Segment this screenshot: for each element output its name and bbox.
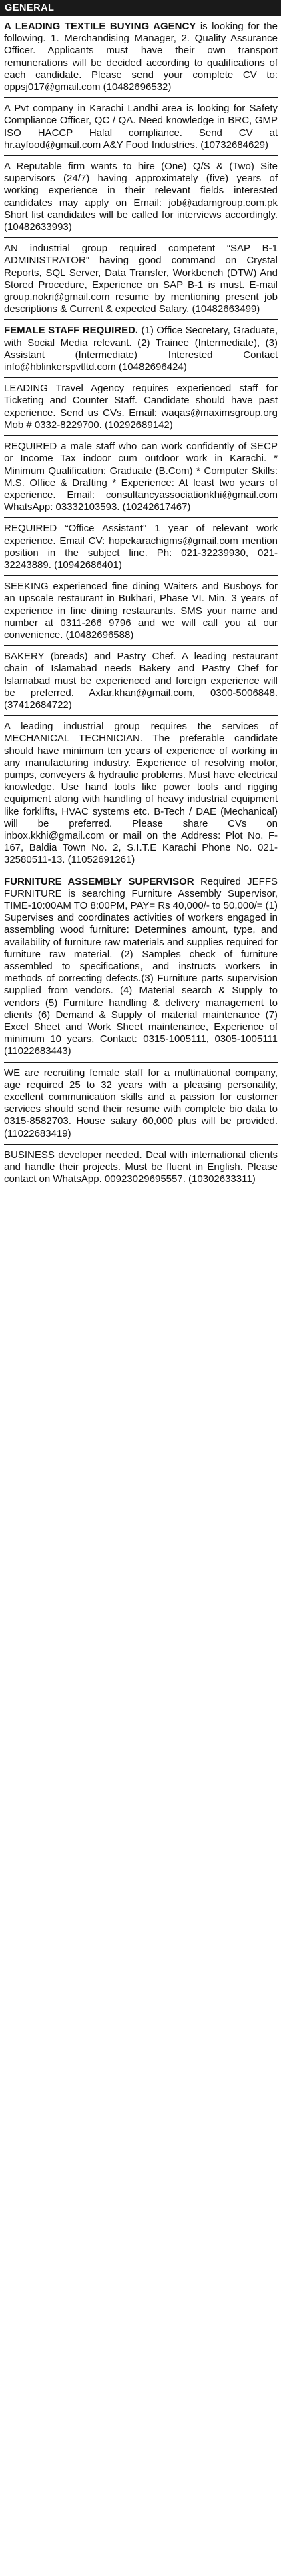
classified-ad xyxy=(4,98,278,155)
classified-ad xyxy=(4,871,278,1062)
ad-body: REQUIRED a male staff who can work confidently of SECP or Income Tax indoor cum outdoor work in Karachi. * Minimum Qualification: Graduate (B.Com) * Computer Skills: M.S. Office & Drafting * Experience: At least two years of experience. Email: consultancyassociationkhi@gmail.com WhatsApp: 03332103593. (10242617467) xyxy=(4,441,278,513)
ad-body: BAKERY (breads) and Pastry Chef. A leading restaurant chain of Islamabad needs Bakery and Pastry Chef for Islamabad must be experienced and foreign experience will be preferred. Axfar.khan@gmail.com, 0300-5006848. (37412684722) xyxy=(4,651,278,711)
classified-ad xyxy=(4,156,278,237)
ad-body: REQUIRED “Office Assistant” 1 year of relevant work experience. Email CV: hopekarachigms@gmail.com mention position in the subject line. Ph: 021-32239930, 021-32243889. (10942686401) xyxy=(4,523,278,571)
ad-body: LEADING Travel Agency requires experienced staff for Ticketing and Counter Staff. Candidate should have past experience. Send us CVs. Email: waqas@maximsgroup.org Mob # 0332-8229700. (10292689142) xyxy=(4,383,278,431)
ad-body: WE are recruiting female staff for a multinational company, age required 25 to 32 years with a pleasing personality, excellent communication skills and a passion for customer services should send their resume with complete bio data to 0315-8582703. House salary 60,000 plus will be provided. (11022683419) xyxy=(4,1067,278,1139)
ad-body: (1) Office Secretary, Graduate, with Social Media relevant. (2) Trainee (Intermediate), (3) Assistant (Intermediate) Interested Contact info@hblinkerspvtltd.com (10482696424) xyxy=(4,325,278,373)
classified-ad xyxy=(4,1063,278,1144)
classified-ad xyxy=(4,320,278,377)
section-title: GENERAL xyxy=(5,3,55,13)
classified-ad xyxy=(4,518,278,575)
classified-ad xyxy=(4,576,278,645)
classified-ad xyxy=(4,238,278,319)
classified-ad xyxy=(4,1145,278,1190)
ad-body: is looking for the following. 1. Merchandising Manager, 2. Quality Assurance Officer. Applicants must have their own transport remunerations will be decided according to qualifications of each candidate. Please send your complete CV to: oppsj017@gmail.com (10482696532) xyxy=(4,21,278,93)
ad-headline: FEMALE STAFF REQUIRED. xyxy=(4,325,139,337)
classified-ad xyxy=(4,378,278,435)
ad-body: A Pvt company in Karachi Landhi area is looking for Safety Compliance Officer, QC / QA. Need knowledge in BRC, GMP ISO HACCP Halal compliance. Send CV at hr.ayfood@gmail.com A&Y Food Industries. (10732684629) xyxy=(4,103,278,151)
ad-body: BUSINESS developer needed. Deal with international clients and handle their projects. Must be fluent in English. Please contact on WhatsApp. 00923029695557. (10302633311) xyxy=(4,1149,278,1185)
ad-headline: A LEADING TEXTILE BUYING AGENCY xyxy=(4,21,196,32)
classified-ad xyxy=(4,16,278,97)
ads-list xyxy=(4,16,278,1189)
classified-ad xyxy=(4,436,278,517)
ad-body: A leading industrial group requires the services of MECHANICAL TECHNICIAN. The preferable candidate should have minimum ten years of experience of working in any manufacturing industry. Experience of resolving motor, pumps, conveyers & hydraulic problems. Must have electrical knowledge. Use hand tools like power tools and rigging equipment along with handling of heavy industrial equipment like forklifts, HVAC systems etc. B-Tech / DAE (Mechanical) will be preferred. Please share CVs on inbox.kkhi@gmail.com or mail on the Address: Plot No. F-167, Baldia Town No. 2, S.I.T.E Karachi Phone No. 021-32580511-13. (11052691261) xyxy=(4,721,278,866)
classified-ad xyxy=(4,646,278,715)
ad-body: A Reputable firm wants to hire (One) Q/S & (Two) Site supervisors (24/7) having approximately (five) years of working experience in their relevant fields interested candidates may apply on Email: job@adamgroup.com.pk Short list candidates will be called for interviews accordingly. (10482633993) xyxy=(4,161,278,233)
section-header xyxy=(0,0,281,16)
classified-ad xyxy=(4,716,278,870)
ad-headline: FURNITURE ASSEMBLY SUPERVISOR xyxy=(4,875,194,887)
ad-body: Required JEFFS FURNITURE is searching Furniture Assembly Supervisor, TIME-10:00AM TO 8:00PM, PAY= Rs 40,000/- to 50,000/= (1) Supervises and coordinates activities of workers engaged in assembling wood furniture: Determines amount, type, and availability of furniture raw materials and supplies required for furniture raw material. (2) Samples check of furniture assembled to specifications, and instructs workers in methods of correcting defects.(3) Furniture parts supervision supplied from vendors. (4) Material search & Supply to vendors (5) Furniture handling & delivery management to clients (6) Demand & Supply of material maintenance (7) Excel Sheet and Work Sheet maintenance, Experience of minimum 10 years. Contact: 0315-1005111, 0305-1005111 (11022683443) xyxy=(4,875,278,1057)
ad-body: AN industrial group required competent “SAP B-1 ADMINISTRATOR” having good command on Crystal Reports, SQL Server, Data Transfer, Workbench (DTW) And Stored Procedure, Experience on SAP B-1 is must. E-mail group.nokri@gmail.com resume by mentioning present job descriptions & Current & expected Salary. (10482663499) xyxy=(4,243,278,315)
ad-body: SEEKING experienced fine dining Waiters and Busboys for an upscale restaurant in Bukhari, Phase VI. Min. 3 years of experience in fine dining restaurants. SMS your name and number at 0311-266 9796 and we will call you at our convenience. (10482696588) xyxy=(4,581,278,641)
